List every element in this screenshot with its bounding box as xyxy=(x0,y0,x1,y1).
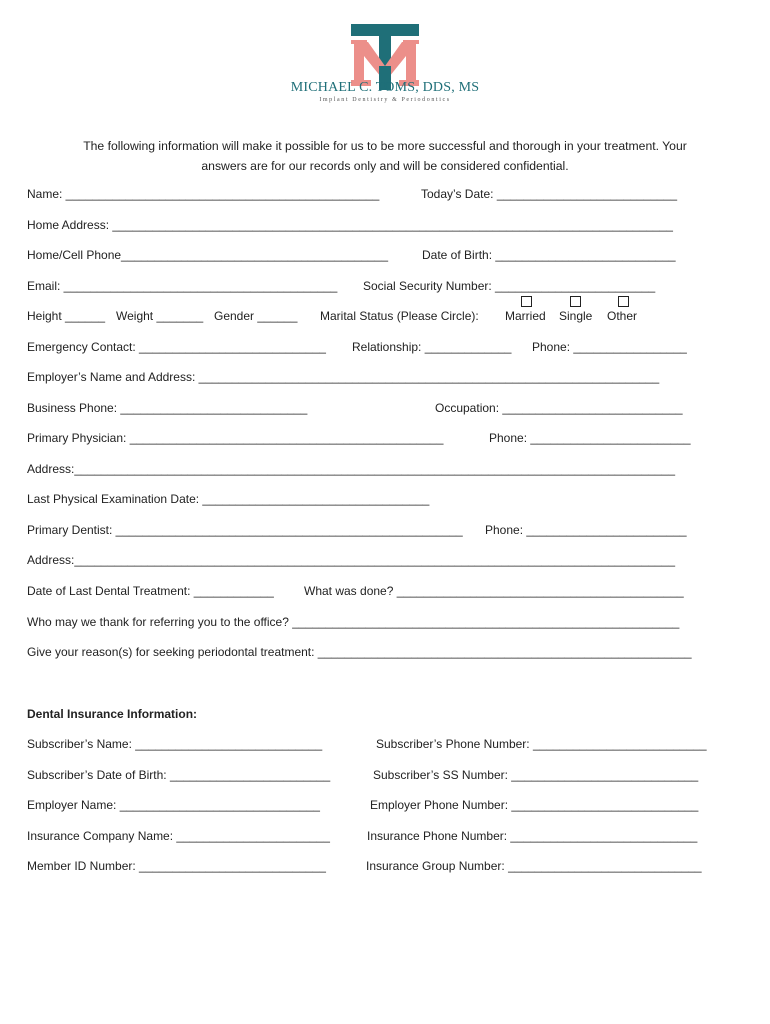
subscriber-dob-field[interactable]: Subscriber’s Date of Birth: ________________________ xyxy=(27,768,331,782)
todays-date-field[interactable]: Today’s Date: ___________________________ xyxy=(421,187,678,201)
other-checkbox[interactable] xyxy=(618,296,629,307)
last-dental-treatment-field[interactable]: Date of Last Dental Treatment: ____________ xyxy=(27,584,274,598)
physician-phone-field[interactable]: Phone: ________________________ xyxy=(489,431,691,445)
other-option[interactable]: Other xyxy=(607,309,638,323)
married-option[interactable]: Married xyxy=(505,309,546,323)
home-cell-phone-field[interactable]: Home/Cell Phone________________________________________ xyxy=(27,248,389,262)
single-checkbox[interactable] xyxy=(570,296,581,307)
email-field[interactable]: Email: _________________________________________ xyxy=(27,279,338,293)
single-option[interactable]: Single xyxy=(559,309,593,323)
what-was-done-field[interactable]: What was done? ___________________________________________ xyxy=(304,584,684,598)
date-of-birth-field[interactable]: Date of Birth: ___________________________ xyxy=(422,248,676,262)
physician-address-field[interactable]: Address:__________________________________________________________________________________________ xyxy=(27,462,675,476)
dentist-phone-field[interactable]: Phone: ________________________ xyxy=(485,523,687,537)
practice-tagline: Implant Dentistry & Periodontics xyxy=(319,97,451,103)
insurance-company-field[interactable]: Insurance Company Name: _______________________ xyxy=(27,829,330,843)
emergency-contact-field[interactable]: Emergency Contact: ____________________________ xyxy=(27,340,326,354)
subscriber-phone-field[interactable]: Subscriber’s Phone Number: __________________________ xyxy=(376,737,707,751)
last-physical-exam-field[interactable]: Last Physical Examination Date: __________________________________ xyxy=(27,492,430,506)
intro-paragraph xyxy=(40,136,730,176)
dentist-address-field[interactable]: Address:__________________________________________________________________________________________ xyxy=(27,553,675,567)
relationship-field[interactable]: Relationship: _____________ xyxy=(352,340,512,354)
referral-field[interactable]: Who may we thank for referring you to the office? __________________________________________________________ xyxy=(27,615,680,629)
occupation-field[interactable]: Occupation: ___________________________ xyxy=(435,401,683,415)
married-checkbox[interactable] xyxy=(521,296,532,307)
employer-phone-field[interactable]: Employer Phone Number: ____________________________ xyxy=(370,798,699,812)
home-address-field[interactable]: Home Address: ____________________________________________________________________________________ xyxy=(27,218,673,232)
practice-name: MICHAEL C. TOMS, DDS, MS xyxy=(290,80,480,95)
ssn-field[interactable]: Social Security Number: ________________________ xyxy=(363,279,656,293)
marital-status-label: Marital Status (Please Circle): xyxy=(320,309,479,323)
insurance-phone-field[interactable]: Insurance Phone Number: ____________________________ xyxy=(367,829,698,843)
weight-field[interactable]: Weight _______ xyxy=(116,309,204,323)
subscriber-name-field[interactable]: Subscriber’s Name: ____________________________ xyxy=(27,737,323,751)
intro-line-1: The following information will make it possible for us to be more successful and thorough in your treatment. Your xyxy=(83,139,687,153)
name-field[interactable]: Name: _______________________________________________ xyxy=(27,187,380,201)
treatment-reason-field[interactable]: Give your reason(s) for seeking periodontal treatment: ________________________________________________________ xyxy=(27,645,692,659)
subscriber-ss-field[interactable]: Subscriber’s SS Number: ____________________________ xyxy=(373,768,699,782)
gender-field[interactable]: Gender ______ xyxy=(214,309,298,323)
primary-physician-field[interactable]: Primary Physician: _______________________________________________ xyxy=(27,431,444,445)
member-id-field[interactable]: Member ID Number: ____________________________ xyxy=(27,859,326,873)
group-number-field[interactable]: Insurance Group Number: _____________________________ xyxy=(366,859,702,873)
employer-name-address-field[interactable]: Employer’s Name and Address: _____________________________________________________________________ xyxy=(27,370,660,384)
business-phone-field[interactable]: Business Phone: ____________________________ xyxy=(27,401,308,415)
height-field[interactable]: Height ______ xyxy=(27,309,106,323)
intro-line-2: answers are for our records only and will be considered confidential. xyxy=(201,159,569,173)
employer-name-field[interactable]: Employer Name: ______________________________ xyxy=(27,798,320,812)
insurance-section-title: Dental Insurance Information: xyxy=(27,707,198,721)
emergency-phone-field[interactable]: Phone: _________________ xyxy=(532,340,687,354)
primary-dentist-field[interactable]: Primary Dentist: ____________________________________________________ xyxy=(27,523,463,537)
